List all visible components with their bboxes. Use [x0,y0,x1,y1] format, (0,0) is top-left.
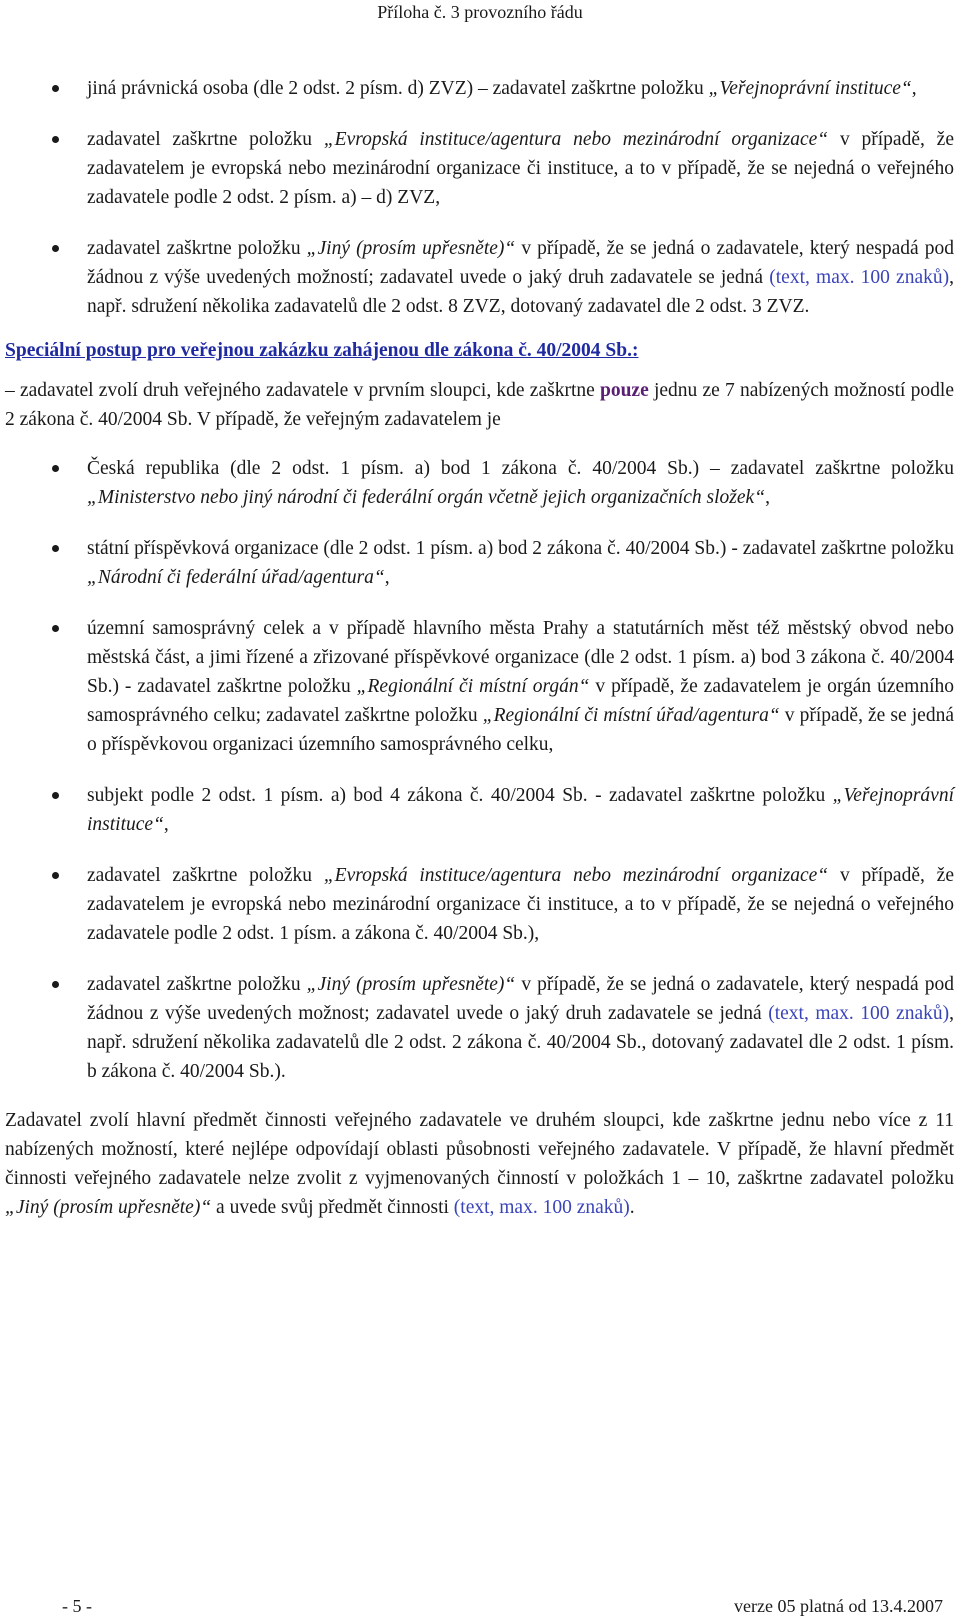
bullet-list-zvz [5,74,954,321]
list-item: územní samosprávný celek a v případě hlavního města Prahy a statutárních měst též městský obvod nebo městská část, a jimi řízené a zřizované příspěvkové organizace (dle 2 odst. 1 písm. a) bod 3 zákona č. 40/2004 Sb.) - zadavatel zaškrtne položku „Regionální či místní orgán“ v případě, že zadavatelem je orgán územního samosprávného celku; zadavatel zaškrtne položku „Regionální či místní úřad/agentura“ v případě, že se jedná o příspěvkovou organizaci územního samosprávného celku, [5,614,954,759]
document-body [5,74,954,1244]
version-info: verze 05 platná od 13.4.2007 [734,1596,943,1616]
page-footer [0,1596,960,1616]
bullet-list-40-2004 [5,454,954,1086]
page-header: Příloha č. 3 provozního řádu [377,2,583,22]
final-paragraph: Zadavatel zvolí hlavní předmět činnosti veřejného zadavatele ve druhém sloupci, kde zaškrtne jednu nebo více z 11 nabízených možností, které nejlépe odpovídají oblasti působnosti veřejného zadavatele. V případě, že hlavní předmět činnosti veřejného zadavatele nelze zvolit z vyjmenovaných činností v položkách 1 – 10, zaškrtne zadavatel položku „Jiný (prosím upřesněte)“ a uvede svůj předmět činnosti (text, max. 100 znaků). [5,1110,954,1218]
list-item: zadavatel zaškrtne položku „Jiný (prosím upřesněte)“ v případě, že se jedná o zadavatele, který nespadá pod žádnou z výše uvedených možnost; zadavatel uvede o jaký druh zadavatele se jedná (text, max. 100 znaků), např. sdružení několika zadavatelů dle 2 odst. 2 zákona č. 40/2004 Sb., dotovaný zadavatel dle 2 odst. 1 písm. b zákona č. 40/2004 Sb.). [5,970,954,1086]
list-item: zadavatel zaškrtne položku „Evropská instituce/agentura nebo mezinárodní organizace“ v případě, že zadavatelem je evropská nebo mezinárodní organizace či instituce, a to v případě, že se nejedná o veřejného zadavatele podle 2 odst. 1 písm. a zákona č. 40/2004 Sb.), [5,861,954,948]
section-heading: Speciální postup pro veřejnou zakázku zahájenou dle zákona č. 40/2004 Sb.: [5,340,639,361]
list-item: zadavatel zaškrtne položku „Evropská instituce/agentura nebo mezinárodní organizace“ v případě, že zadavatelem je evropská nebo mezinárodní organizace či instituce, a to v případě, že se nejedná o veřejného zadavatele podle 2 odst. 2 písm. a) – d) ZVZ, [5,125,954,212]
page-number: - 5 - [62,1596,92,1616]
list-item: subjekt podle 2 odst. 1 písm. a) bod 4 zákona č. 40/2004 Sb. - zadavatel zaškrtne položku „Veřejnoprávní instituce“, [5,781,954,839]
list-item: jiná právnická osoba (dle 2 odst. 2 písm. d) ZVZ) – zadavatel zaškrtne položku „Veřejnoprávní instituce“, [5,74,954,103]
list-item: zadavatel zaškrtne položku „Jiný (prosím upřesněte)“ v případě, že se jedná o zadavatele, který nespadá pod žádnou z výše uvedených možností; zadavatel uvede o jaký druh zadavatele se jedná (text, max. 100 znaků), např. sdružení několika zadavatelů dle 2 odst. 8 ZVZ, dotovaný zadavatel dle 2 odst. 3 ZVZ. [5,234,954,321]
list-item: Česká republika (dle 2 odst. 1 písm. a) bod 1 zákona č. 40/2004 Sb.) – zadavatel zaškrtne položku „Ministerstvo nebo jiný národní či federální orgán včetně jejich organizačních složek“, [5,454,954,512]
section-intro: – zadavatel zvolí druh veřejného zadavatele v prvním sloupci, kde zaškrtne pouze jednu ze 7 nabízených možností podle 2 zákona č. 40/2004 Sb. V případě, že veřejným zadavatelem je [5,380,954,430]
list-item: státní příspěvková organizace (dle 2 odst. 1 písm. a) bod 2 zákona č. 40/2004 Sb.) - zadavatel zaškrtne položku „Národní či federální úřad/agentura“, [5,534,954,592]
